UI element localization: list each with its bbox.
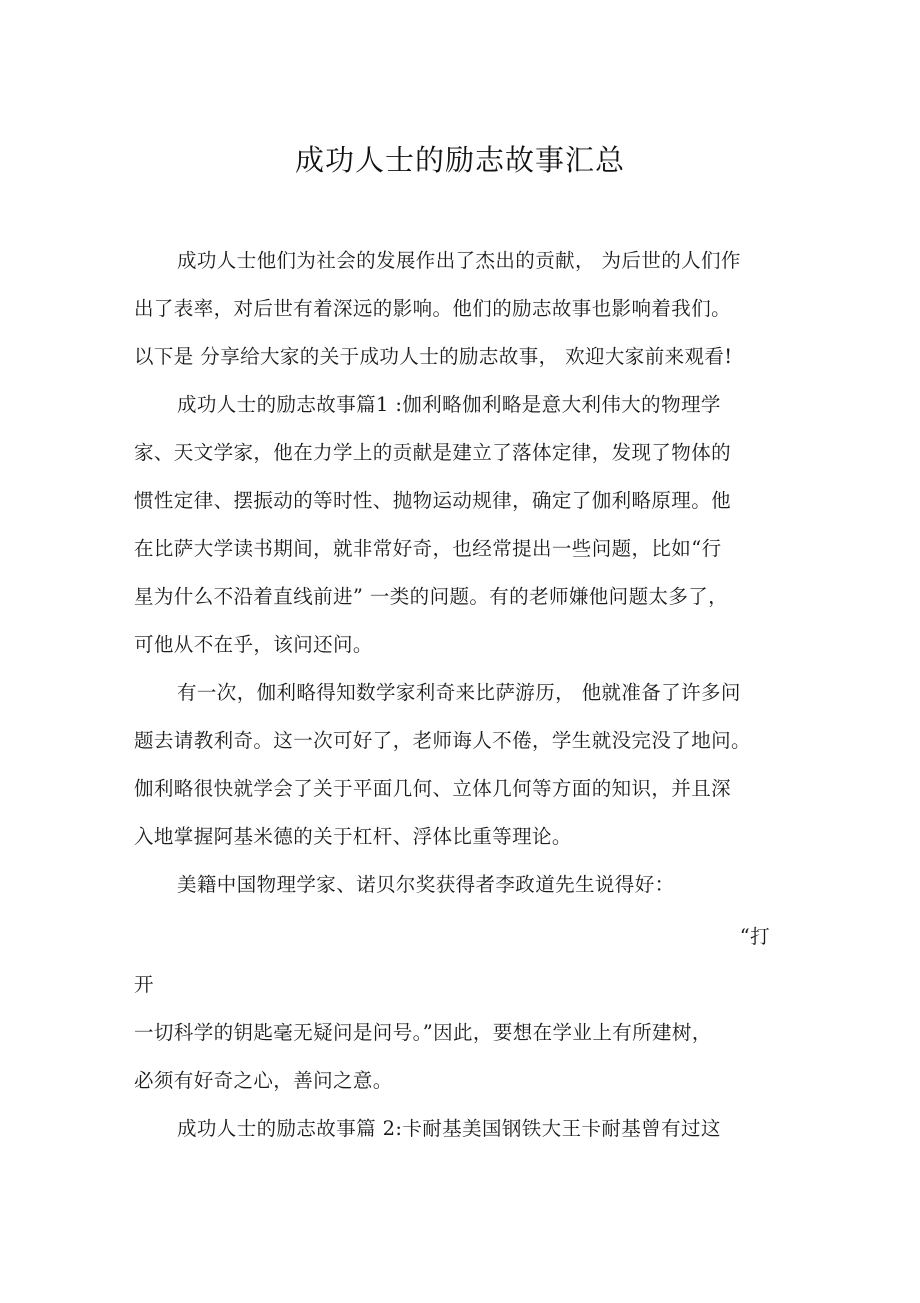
paragraph-line: 一切科学的钥匙毫无疑问是问号。”因此，要想在学业上有所建树， [134, 1021, 712, 1044]
paragraph-line: 可他从不在乎，该问还问。 [134, 633, 373, 656]
paragraph-line: 入地掌握阿基米德的关于杠杆、浮体比重等理论。 [134, 825, 572, 848]
paragraph-line: 伽利略很快就学会了关于平面几何、立体几何等方面的知识，并且深 [134, 777, 732, 800]
paragraph-line: 惯性定律、摆振动的等时性、抛物运动规律，确定了伽利略原理。他 [134, 489, 732, 512]
paragraph-line: 星为什么不沿着直线前进” 一类的问题。有的老师嫌他问题太多了， [134, 585, 729, 608]
document-title: 成功人士的励志故事汇总 [294, 143, 625, 177]
paragraph-line: 必须有好奇之心，善问之意。 [134, 1069, 393, 1092]
paragraph-line: 在比萨大学读书期间，就非常好奇，也经常提出一些问题，比如“行 [134, 537, 722, 560]
paragraph-line: 美籍中国物理学家、诺贝尔奖获得者李政道先生说得好： [177, 873, 675, 896]
paragraph-line: 出了表率，对后世有着深远的影响。他们的励志故事也影响着我们。 [134, 297, 732, 320]
paragraph-line: 题去请教利奇。这一次可好了，老师诲人不倦，学生就没完没了地问。 [134, 729, 751, 752]
paragraph-line: 家、天文学家，他在力学上的贡献是建立了落体定律，发现了物体的 [134, 441, 732, 464]
paragraph-line: 成功人士他们为社会的发展作出了杰出的贡献， 为后世的人们作 [177, 249, 741, 272]
paragraph-line: 成功人士的励志故事篇1 :伽利略伽利略是意大利伟大的物理学 [177, 393, 721, 416]
paragraph-line: 开 [134, 973, 154, 996]
paragraph-line: 有一次，伽利略得知数学家利奇来比萨游历， 他就准备了许多问 [177, 681, 741, 704]
paragraph-line: 成功人士的励志故事篇 2:卡耐基美国钢铁大王卡耐基曾有过这 [177, 1117, 721, 1140]
quote-start-line: “打 [739, 925, 770, 948]
paragraph-line: 以下是 分享给大家的关于成功人士的励志故事， 欢迎大家前来观看! [134, 345, 733, 368]
